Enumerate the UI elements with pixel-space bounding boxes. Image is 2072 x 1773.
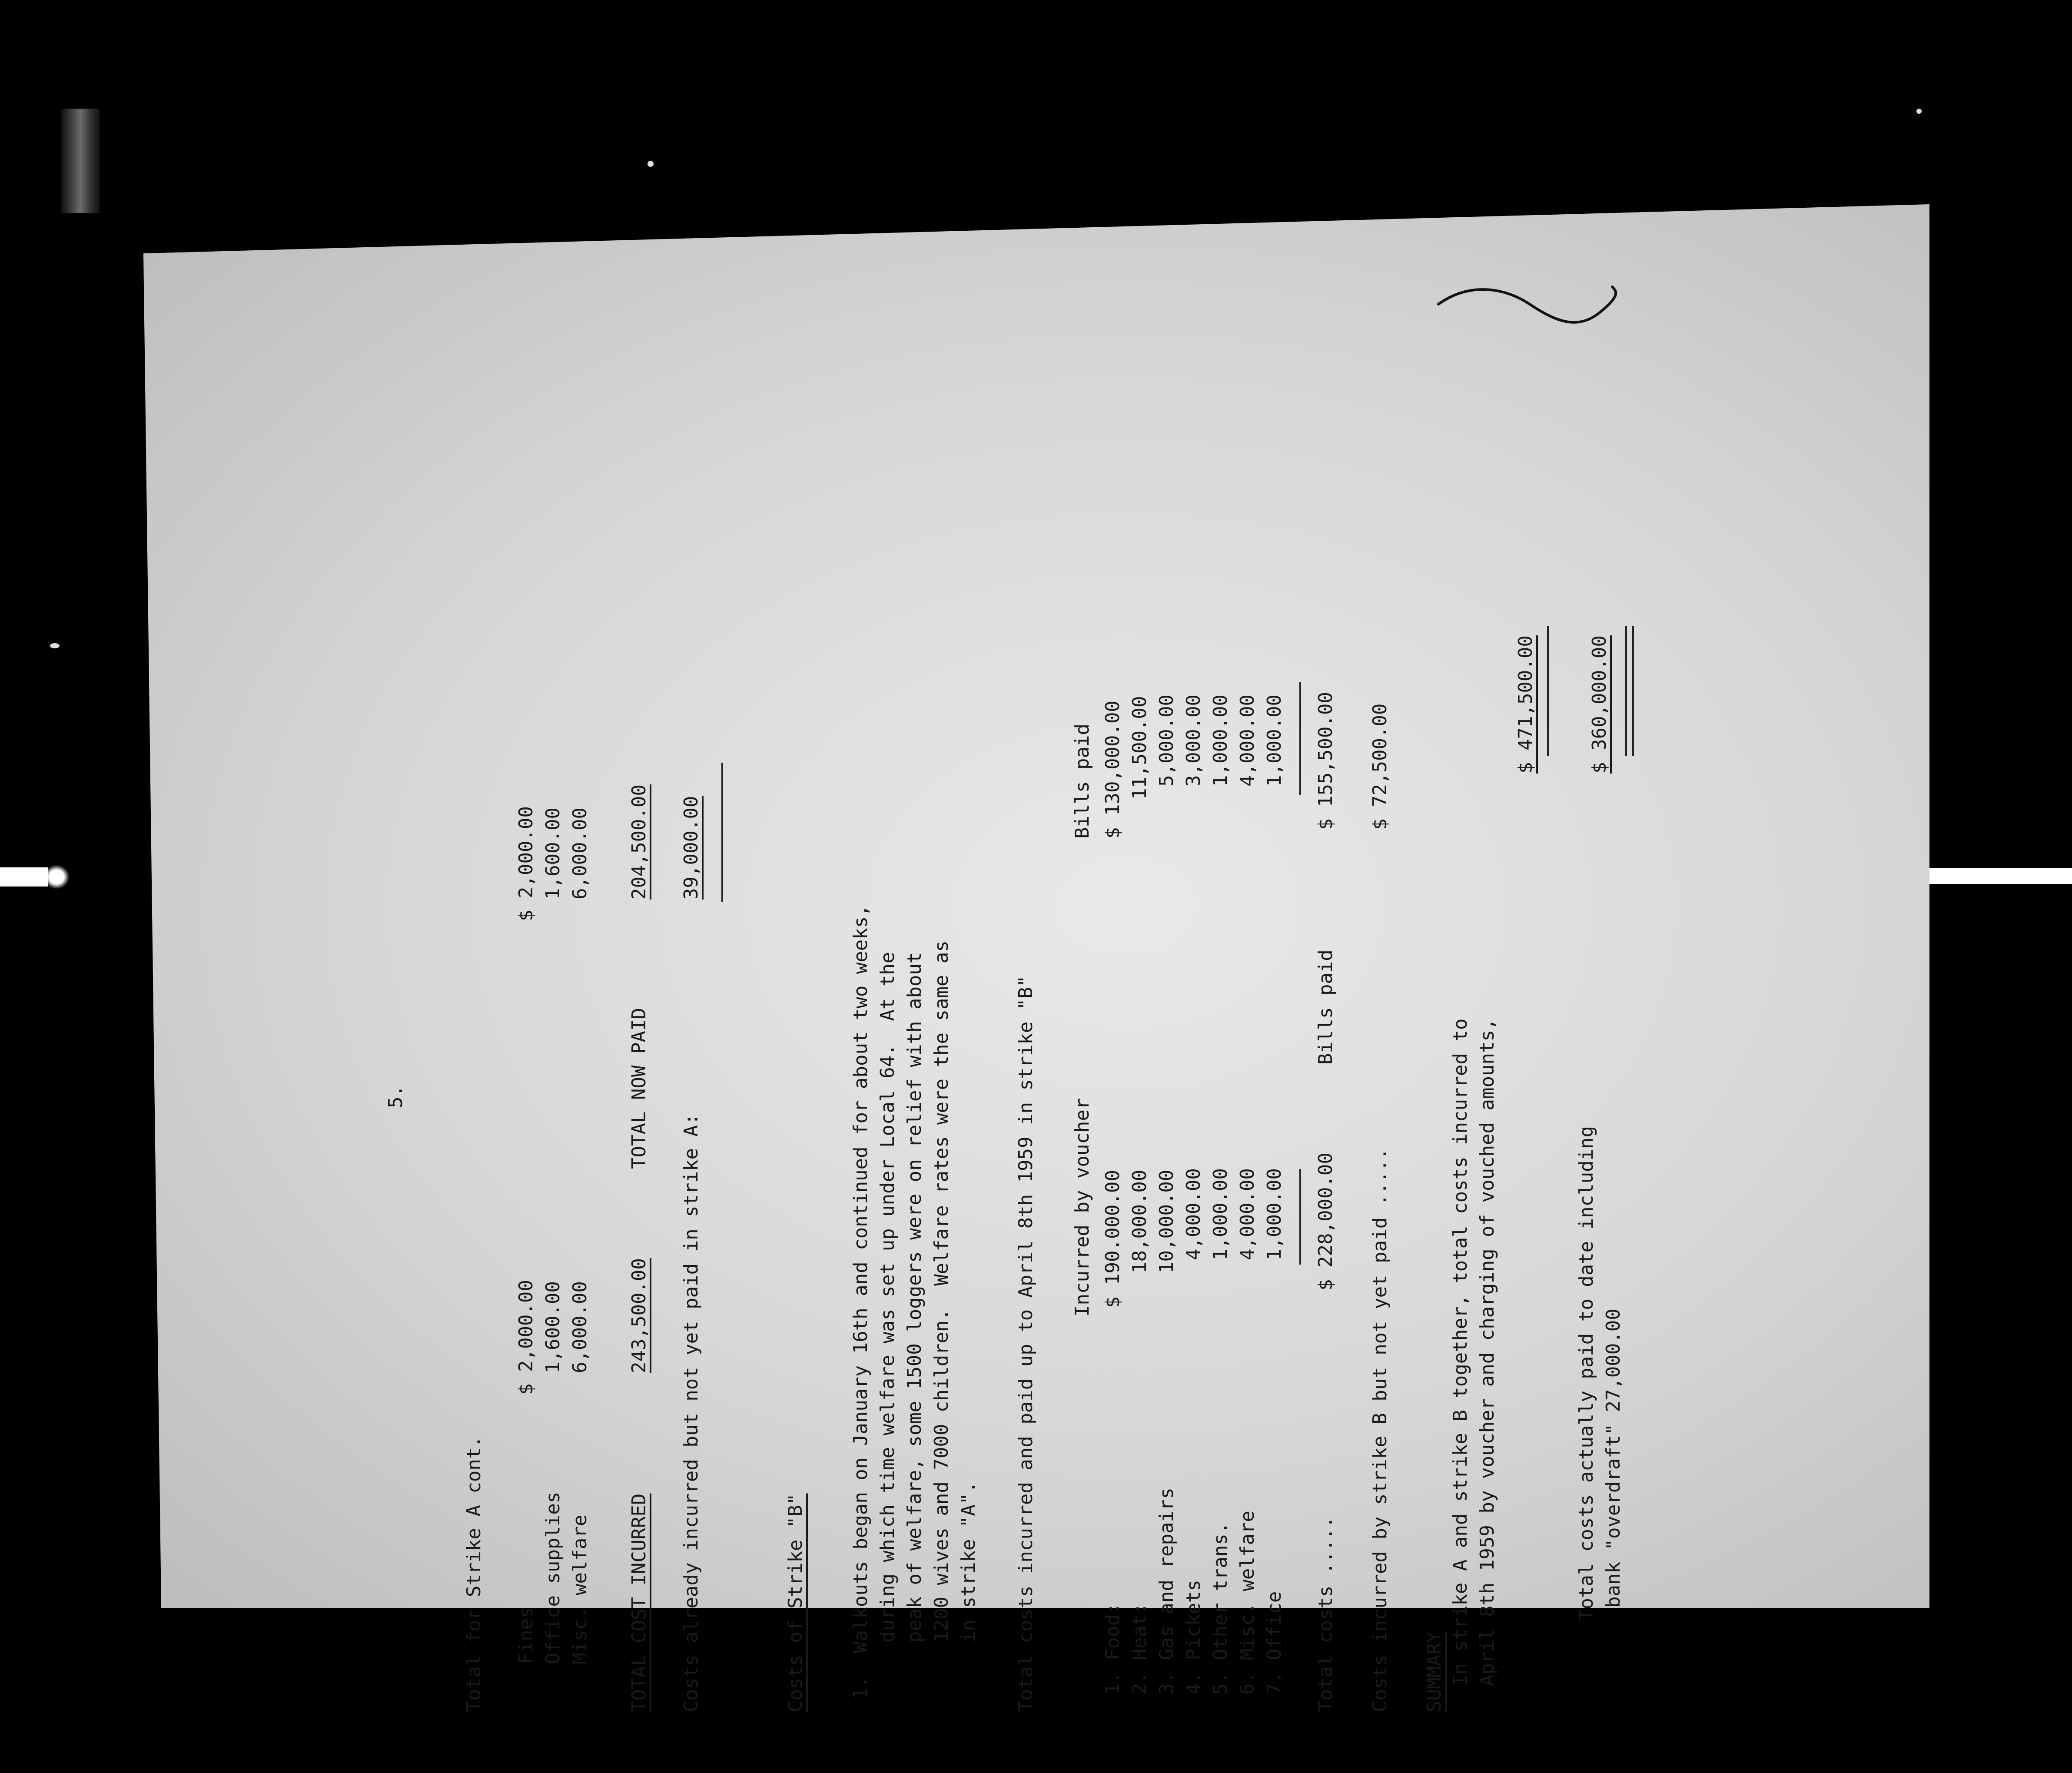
costs-unpaid-a-value: 39,000.00 [680,796,702,900]
strike-b-row-label: 1. Food: [1102,1603,1124,1695]
strike-b-paid: 1,000.00 [1209,694,1232,787]
item-paid-fines: $ 2,000.00 [515,806,537,921]
subtotal-rule [1299,1169,1301,1265]
strike-b-paid: 3,000.00 [1182,694,1205,787]
summary-line-1: In strike A and strike B together, total costs incurred to [1449,1018,1471,1686]
summary-rule [1547,626,1549,756]
costs-unpaid-a-label: Costs already incurred but not yet paid in strike A: [680,1113,702,1712]
strike-b-paid: 11,500.00 [1129,696,1151,800]
bills-paid-label: Bills paid [1315,950,1337,1065]
strike-b-incurred: 1,000.00 [1209,1168,1232,1260]
pencil-mark [1434,278,1625,339]
total-cost-incurred-label: TOTAL COST INCURRED [628,1493,650,1712]
strike-b-incurred: 10,000.00 [1156,1169,1178,1273]
item-label-misc-welfare: Misc. welfare [569,1514,591,1664]
summary-line-2: April 8th 1959 by voucher and charging of vouched amounts, [1476,1018,1498,1686]
total-rule [721,763,723,902]
paid-line-2: bank "overdraft" 27,000.00 [1602,1308,1624,1608]
costs-unpaid-b-value: $ 72,500.00 [1369,703,1391,830]
para-line-3: peak of welfare, some 1500 loggers were on relief with about [903,952,926,1643]
dust-speck [50,643,60,648]
strike-b-row-label: 3. Gas and repairs [1156,1487,1178,1695]
col-incurred-header: Incurred by voucher [1071,1098,1093,1317]
col-paid-header: Bills paid [1071,724,1093,839]
item-incurred-misc-welfare: 6,000.00 [569,1281,591,1373]
strike-b-row-label: 6. Misc. welfare [1236,1511,1258,1695]
total-now-paid-value: 204,500.00 [628,784,650,900]
strike-b-incurred: 18,000.00 [1129,1169,1151,1273]
table-intro: Total costs incurred and paid up to April 8th 1959 in strike "B" [1015,975,1037,1712]
strike-b-paid: $ 130,000.00 [1102,701,1124,839]
final-double-rule [1632,626,1634,756]
light-flare [43,865,70,889]
paid-value: $ 360,000.00 [1588,635,1610,774]
strike-b-row-label: 5. Other trans. [1209,1522,1232,1695]
light-leak-right [1925,868,2072,884]
strike-b-row-label: 4. Pickets [1182,1580,1205,1695]
para-line-5: in strike "A". [957,1481,980,1643]
item-incurred-office-supplies: 1,600.00 [542,1281,564,1373]
costs-unpaid-b-label: Costs incurred by strike B but not yet paid ..... [1369,1148,1391,1712]
summary-title: SUMMARY [1423,1631,1445,1712]
page-number: 5. [385,1085,407,1108]
strike-b-paid: 1,000.00 [1263,694,1285,787]
strike-b-paid: 4,000.00 [1236,694,1258,787]
strike-b-paid: 5,000.00 [1156,694,1178,787]
strike-b-incurred: 4,000.00 [1182,1168,1205,1260]
paid-line-1: Total costs actually paid to date including [1575,1126,1597,1621]
item-paid-misc-welfare: 6,000.00 [569,807,591,900]
final-double-rule [1625,626,1627,756]
typed-page [382,369,1624,1751]
film-edge-artifact [61,109,100,213]
strike-a-heading: Total for Strike A cont. [463,1436,485,1712]
strike-b-incurred: 4,000.00 [1236,1168,1258,1260]
para-line-1: 1. Walkouts began on January 16th and continued for about two weeks, [850,905,872,1699]
strike-b-row-label: 7. Office [1263,1591,1285,1695]
total-costs-label: Total costs ..... [1315,1516,1337,1712]
total-cost-incurred-value: 243,500.00 [628,1258,650,1373]
bills-paid-value: $ 155,500.00 [1315,692,1337,830]
total-now-paid-label: TOTAL NOW PAID [628,1008,650,1169]
dust-speck [648,161,654,167]
item-incurred-fines: $ 2,000.00 [515,1280,537,1395]
para-line-2: during which time welfare was set up under Local 64. At the [877,952,899,1643]
strike-b-incurred: $ 190.000.00 [1102,1170,1124,1308]
dust-speck [1916,109,1922,114]
subtotal-rule [1299,682,1301,795]
summary-value: $ 471,500.00 [1514,635,1537,774]
light-leak-left [0,867,48,886]
item-label-office-supplies: Office supplies [542,1491,564,1664]
strike-b-incurred: 1,000.00 [1263,1168,1285,1260]
item-paid-office-supplies: 1,600.00 [542,807,564,900]
item-label-fines: Fines [515,1607,537,1664]
strike-b-row-label: 2. Heat: [1129,1603,1151,1695]
para-line-4: 1200 wives and 7000 children. Welfare rates were the same as [930,940,953,1643]
total-costs-value: $ 228,000.00 [1315,1152,1337,1291]
section-b-title: Costs of Strike "B" [784,1493,807,1712]
